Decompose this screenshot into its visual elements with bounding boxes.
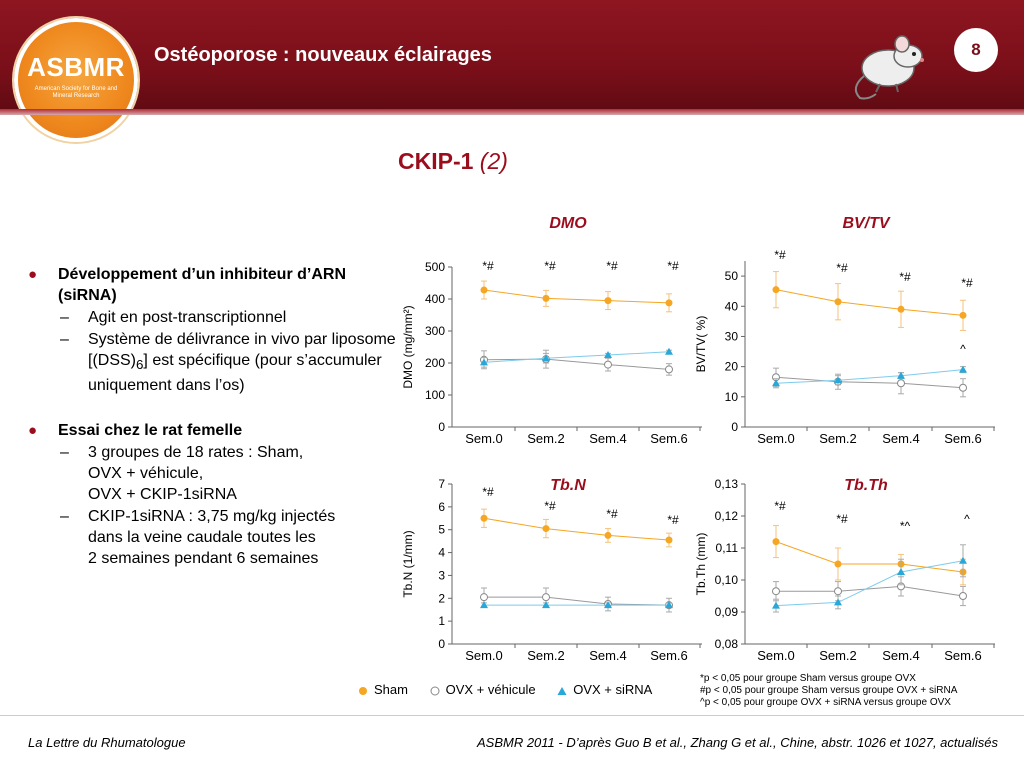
footer-journal: La Lettre du Rhumatologue xyxy=(28,735,186,750)
bullet-trial-sub1-line1: 3 groupes de 18 rates : Sham, xyxy=(88,444,304,462)
data-point-sham xyxy=(835,298,842,305)
data-point-sham xyxy=(666,537,673,544)
data-point-ovx-vehicule xyxy=(835,588,842,595)
y-tick-label: 300 xyxy=(424,324,445,338)
data-point-sham xyxy=(605,297,612,304)
legend-sham xyxy=(358,682,408,697)
significance-mark: *# xyxy=(482,259,494,273)
y-tick-label: 0,09 xyxy=(714,605,738,619)
y-axis-label: Tb.N (1/mm) xyxy=(401,530,415,598)
note-sirna-vs-ovx: ^p < 0,05 pour groupe OVX + siRNA versus groupe OVX xyxy=(700,697,951,708)
footer-source: ASBMR 2011 - D’après Guo B et al., Zhang G et al., Chine, abstr. 1026 et 1027, actualisés xyxy=(476,735,998,750)
y-tick-label: 0,10 xyxy=(714,573,738,587)
series-line-sham xyxy=(484,290,669,303)
series-line-sham xyxy=(484,518,669,540)
y-tick-label: 5 xyxy=(438,522,445,537)
series-line-ovx-sirna xyxy=(484,352,669,363)
data-point-ovx-vehicule xyxy=(666,366,673,373)
y-tick-label: 30 xyxy=(724,329,738,344)
logo-subtitle: American Society for Bone and Mineral Research xyxy=(34,86,118,99)
chart-dmo xyxy=(401,215,702,446)
x-tick-label: Sem.0 xyxy=(465,431,503,446)
significance-mark: *# xyxy=(606,259,618,273)
legend-ovx-sirna xyxy=(557,682,652,697)
y-tick-label: 3 xyxy=(438,568,445,583)
y-tick-label: 0,13 xyxy=(714,477,738,491)
significance-notes xyxy=(700,673,957,709)
bullet-sirna: ● Développement d’un inhibiteur d’ARN (siRNA) xyxy=(26,264,406,306)
data-point-sham xyxy=(605,532,612,539)
data-point-ovx-vehicule xyxy=(773,588,780,595)
x-tick-label: Sem.6 xyxy=(944,648,982,663)
series-line-ovx-vehicule xyxy=(776,586,963,596)
series-line-ovx-vehicule xyxy=(776,377,963,388)
x-tick-label: Sem.2 xyxy=(819,431,857,446)
x-tick-label: Sem.2 xyxy=(527,648,565,663)
data-point-ovx-vehicule xyxy=(960,593,967,600)
legend-sham-label: Sham xyxy=(374,682,408,697)
bullet-trial-sub1-line2: OVX + véhicule, xyxy=(88,465,204,483)
legend-ovx-vehicule-marker xyxy=(430,686,440,696)
significance-mark: *# xyxy=(836,261,848,275)
significance-mark: *# xyxy=(836,512,848,526)
x-tick-label: Sem.2 xyxy=(527,431,565,446)
significance-mark: *# xyxy=(482,485,494,499)
y-tick-label: 1 xyxy=(438,614,445,629)
header-title: Ostéoporose : nouveaux éclairages xyxy=(154,44,492,66)
y-tick-label: 2 xyxy=(438,591,445,606)
bullet-trial-sub2-line2: dans la veine caudale toutes les xyxy=(88,529,316,547)
x-tick-label: Sem.4 xyxy=(589,431,627,446)
y-tick-label: 0 xyxy=(438,637,445,651)
x-tick-label: Sem.6 xyxy=(650,431,688,446)
data-point-sham xyxy=(898,306,905,313)
chart-tbth xyxy=(694,477,995,663)
chart-title: Tb.N xyxy=(550,477,586,494)
data-point-sham xyxy=(960,312,967,319)
significance-mark: *# xyxy=(544,499,556,513)
chart-title: DMO xyxy=(549,215,587,232)
y-tick-label: 20 xyxy=(724,359,738,374)
bullet-sirna-sub1: – Agit en post-transcriptionnel xyxy=(26,307,406,328)
significance-mark: *# xyxy=(667,259,679,273)
legend-ovx-vehicule-label: OVX + véhicule xyxy=(445,682,536,697)
data-point-sham xyxy=(666,299,673,306)
legend-sham-marker xyxy=(358,686,368,696)
slide-title-main: CKIP-1 xyxy=(398,148,474,174)
bullet-sirna-sub2-part1: Système de délivrance in vivo par liposome [(DSS) xyxy=(88,331,396,369)
series-line-sham xyxy=(776,290,963,316)
y-axis-label: DMO (mg/mm²) xyxy=(401,305,415,389)
y-tick-label: 0 xyxy=(731,420,738,434)
bullet-trial-sub1-line3: OVX + CKIP-1siRNA xyxy=(88,486,237,504)
significance-mark: *^ xyxy=(899,519,911,533)
series-line-sham xyxy=(776,542,963,572)
x-tick-label: Sem.2 xyxy=(819,648,857,663)
data-point-sham xyxy=(773,538,780,545)
page-number: 8 xyxy=(954,28,998,72)
data-point-ovx-vehicule xyxy=(605,361,612,368)
y-tick-label: 0,11 xyxy=(715,541,738,555)
data-point-ovx-sirna xyxy=(959,557,967,564)
data-point-ovx-sirna xyxy=(834,598,842,605)
significance-mark: *# xyxy=(961,276,973,290)
chart-title: Tb.Th xyxy=(844,477,888,494)
note-sham-vs-sirna: #p < 0,05 pour groupe Sham versus groupe OVX + siRNA xyxy=(700,685,958,696)
slide-title-sub: (2) xyxy=(479,148,508,174)
significance-mark: *# xyxy=(667,513,679,527)
y-tick-label: 400 xyxy=(424,292,445,306)
y-tick-label: 0,08 xyxy=(714,637,738,651)
chart-tbn xyxy=(401,477,702,663)
series-line-ovx-sirna xyxy=(776,561,963,606)
y-tick-label: 40 xyxy=(724,299,738,314)
legend-ovx-sirna-label: OVX + siRNA xyxy=(573,682,653,697)
y-tick-label: 100 xyxy=(424,388,445,402)
significance-mark: *# xyxy=(899,270,911,284)
chart-legend xyxy=(358,682,670,697)
y-tick-label: 500 xyxy=(424,260,445,274)
bullet-trial: ● Essai chez le rat femelle xyxy=(26,420,406,441)
x-tick-label: Sem.6 xyxy=(650,648,688,663)
y-tick-label: 6 xyxy=(438,499,445,514)
significance-mark: *# xyxy=(544,259,556,273)
significance-mark: *# xyxy=(774,248,786,262)
y-tick-label: 10 xyxy=(724,389,738,404)
data-point-sham xyxy=(481,515,488,522)
y-tick-label: 7 xyxy=(438,477,445,491)
x-tick-label: Sem.0 xyxy=(757,431,795,446)
significance-mark: *# xyxy=(606,507,618,521)
bullet-trial-sub2-line1: CKIP-1siRNA : 3,75 mg/kg injectés xyxy=(88,508,336,526)
data-point-ovx-vehicule xyxy=(543,594,550,601)
x-tick-label: Sem.4 xyxy=(882,648,920,663)
legend-ovx-sirna-marker xyxy=(557,686,567,696)
y-tick-label: 50 xyxy=(724,269,738,284)
logo-name: ASBMR xyxy=(27,52,125,82)
x-tick-label: Sem.6 xyxy=(944,431,982,446)
data-point-ovx-vehicule xyxy=(960,384,967,391)
y-axis-label: BV/TV( %) xyxy=(694,315,708,373)
x-tick-label: Sem.4 xyxy=(882,431,920,446)
data-point-sham xyxy=(481,287,488,294)
x-tick-label: Sem.0 xyxy=(757,648,795,663)
data-point-sham xyxy=(835,561,842,568)
significance-mark: ^ xyxy=(964,512,970,526)
y-tick-label: 200 xyxy=(424,356,445,370)
bullet-sirna-sub2-subscript: 6 xyxy=(136,357,144,373)
bullet-trial-sub2-line3: 2 semaines pendant 6 semaines xyxy=(88,550,319,568)
series-line-ovx-vehicule xyxy=(484,597,669,605)
footer-divider xyxy=(0,715,1024,716)
data-point-ovx-vehicule xyxy=(481,594,488,601)
data-point-ovx-sirna xyxy=(665,348,673,355)
series-line-ovx-sirna xyxy=(776,370,963,384)
data-point-ovx-vehicule xyxy=(898,380,905,387)
y-tick-label: 4 xyxy=(438,545,445,560)
note-sham-vs-ovx: *p < 0,05 pour groupe Sham versus groupe OVX xyxy=(700,673,916,684)
chart-title: BV/TV xyxy=(842,215,890,232)
x-tick-label: Sem.0 xyxy=(465,648,503,663)
significance-mark: ^ xyxy=(960,342,966,356)
chart-bvtv xyxy=(694,215,995,446)
y-axis-label: Tb.Th (mm) xyxy=(694,532,708,596)
y-tick-label: 0 xyxy=(438,420,445,434)
data-point-sham xyxy=(543,525,550,532)
data-point-sham xyxy=(773,286,780,293)
legend-ovx-vehicule xyxy=(430,682,536,697)
data-point-sham xyxy=(543,295,550,302)
y-tick-label: 0,12 xyxy=(714,509,738,523)
significance-mark: *# xyxy=(774,499,786,513)
bullet-sirna-sub2-part2: ] est spécifique (pour s’accumuler uniquement dans l’os) xyxy=(88,352,382,395)
x-tick-label: Sem.4 xyxy=(589,648,627,663)
